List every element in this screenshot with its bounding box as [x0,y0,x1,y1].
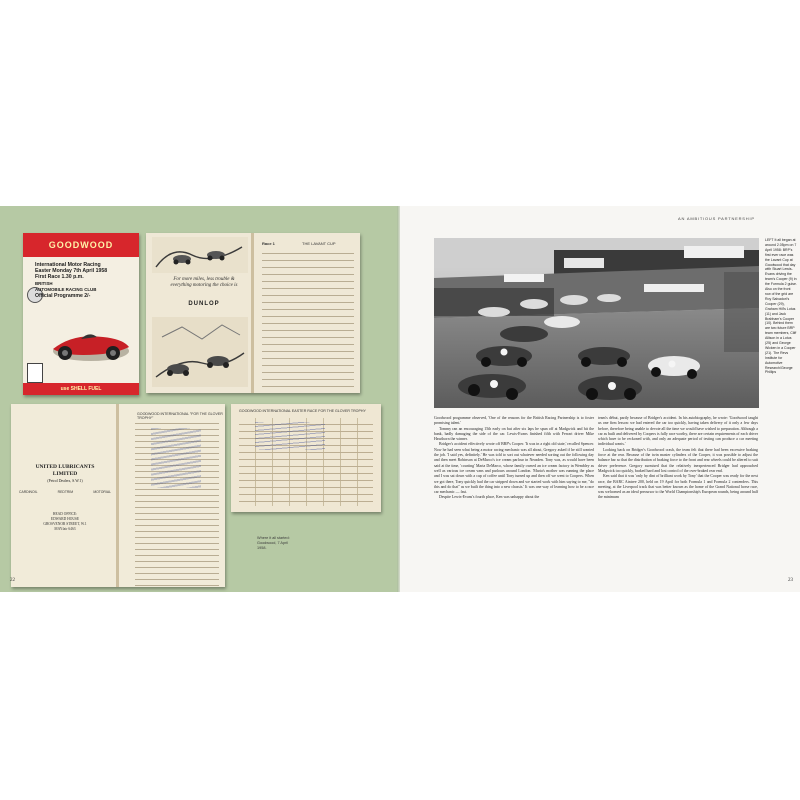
programme-header-text: GOODWOOD [48,240,114,250]
body-column-2 [598,416,758,501]
body-paragraph: Despite Lewis-Evans's fourth place, Ken was unhappy about the [439,495,540,500]
photo-caption: LEFT It all began at around 2.05pm on 7 April 1958: BRP's first ever race was the Lavant Cup at Goodwood that day with Stuart Lewis-Evans driving the team's Cooper (9) in the Formula 2 guise. Also on the front row of the grid are Roy Salvadori's Cooper (29), Graham Hill's Lotus (11) and Jack Brabham's Cooper (10). Behind them are two future BRP team members, Cliff Allison in a Lotus (25) and George Wicken in a Cooper (21). The Revs Institute for Automotive Research/George Phillips [765,238,797,375]
programme-line: Easter Monday 7th April 1958 [35,268,108,275]
programme-footer-text: use SHELL FUEL [60,386,102,392]
page-number-left: 22 [10,578,15,583]
programme-header [23,233,139,257]
goodwood-programme-cover [23,233,139,395]
page-number-right: 23 [788,578,793,583]
dunlop-wordmark: DUNLOP [188,301,220,307]
advert-address-line: MAYfair 6463 [54,527,76,531]
programme-line: International Motor Racing [35,262,101,268]
book-spread [0,206,800,592]
left-page [0,206,398,592]
body-paragraph: Ken said that it was 'only by dint of brilliant work by Tony' that the Cooper was ready for the next race, the BARC Aintree 200, held on 19 April for both Formula 1 and Formula 2 contenders. This meeting, at the Liverpool track that was better known as the home of the Grand National horse race, was welcomed as an ideal precursor to the World Championship's European rounds, being around half the minimum [598,474,758,500]
handwritten-lap-notes [151,428,201,488]
body-column-1 [434,416,594,501]
shell-logo-icon [27,363,43,383]
advert-address-line: EDWARD HOUSE [50,517,80,521]
programme-line: First Race 1.30 p.m. [35,274,84,281]
results-title: GOODWOOD INTERNATIONAL EASTER RACE FOR THE GLOVER TROPHY [239,409,366,413]
handwritten-slogan: For more miles, less trouble & everything motoring the choice is [170,277,238,288]
programme-fold [116,404,119,587]
race-start-photo [434,238,759,408]
programme-footer [23,383,139,395]
advert-company [17,464,113,485]
race-title: Race 1 [262,241,275,246]
programme-line: BRITISH [35,280,53,286]
body-paragraph: Goodwood programme observed, 'One of the reasons for the British Racing Partnership is to foster promising talent.' [434,416,594,426]
race-title: GOODWOOD INTERNATIONAL "FOR THE GLOVER TROPHY" [137,412,223,420]
programme-advert-spread [11,404,225,587]
running-head: AN AMBITIOUS PARTNERSHIP [678,216,755,221]
body-paragraph: team's début, partly because of Bridger's accident. In his autobiography, he wrote: 'Goodwood taught us one firm lesson: we had entered the car too quickly, having taken delivery of it only a few days before, therefore being unable to devote all the time we would have wished to preparation. Although a car as built and delivered by Coopers is fully race worthy, there are certain requirements of each driver which have to be reckoned with, and only an adequate period of testing can produce a car meeting individual wants.' [598,416,758,447]
body-paragraph: Bridger's accident effectively wrote off BRP's Cooper. 'It was in a right old state,' recalled Spencer. Now he had seen what being a motor racing mechanic was all about, Gregory asked if he still wanted the job. 'I said yes, definitely.' He was told to sort out whatever needed sorting out the following day and then meet Robinson at DeMarco's ice cream parlour in Neasden. Tony was, as would have been said at the time, 'courting' Maria DeMarco, whose family owned an ice cream factory in Wembley as well as various ice cream vans and parlours around London. 'Maria's mother was running the place and I was sat down with a cup of coffee until Tony turned up and then off we went to Coopers. When we got there, Tony quickly had the car stripped down and we started work with him saying to me, "do this and do that" as we built the thing into a new chassis.' It was one way of learning how to be a race car mechanic — fast. [434,442,594,495]
programme-results-sheet [231,404,381,512]
programme-inside-spread [146,233,360,393]
advert-product: MOTORIAL [93,490,111,494]
advert-company-sub: (Petrol Dealers, S.W.1) [47,479,83,483]
advert-company-name: UNITED LUBRICANTS [35,464,95,470]
advert-product: REDTRIM [57,490,74,494]
entry-list-rows [262,249,354,393]
dunlop-cartoon-top [152,237,248,273]
advert-company-line2: LIMITED [52,471,78,477]
body-paragraph: Tommy ran an encouraging 15th early on but after six laps he spun off at Madgwick and hit the bank, badly damaging the side of the car. Lewis-Evans finished fifth with Ferrari driver Mike Hawthorn the winner. [434,426,594,442]
left-caption: Where it all started: Goodwood, 7 April 1958. [257,536,290,551]
advert-address [17,512,113,532]
advert-address-line: HEAD OFFICE: [52,512,78,516]
programme-line: AUTOMOBILE RACING CLUB [35,286,97,292]
dunlop-cartoon-bottom [152,317,248,387]
handwritten-results [255,422,325,450]
advert-product: CARDINOIL [19,490,38,494]
programme-details [35,262,137,299]
racing-car-illustration [43,311,133,369]
race-start-photo-graphic [434,238,759,408]
advert-products [19,490,111,494]
body-paragraph: Looking back on Bridger's Goodwood crash, the team felt that there had been excessive braking force at the rear. Because of the twin master cylinders of the Cooper, it was possible to adjust the balance bar so that the distribution of braking force to the front and rear wheels could be altered to suit driver preference. Gregory surmised that the relatively inexperienced Bridger had approached Madgwick too quickly, braked hard and lost control of the over-braked rear end. [598,447,758,473]
programme-line: Official Programme 2/- [35,293,91,300]
advert-address-line: GROSVENOR STREET, W.1 [43,522,87,526]
programme-fold [251,233,254,393]
cup-title: THE LAVANT CUP [302,241,336,246]
